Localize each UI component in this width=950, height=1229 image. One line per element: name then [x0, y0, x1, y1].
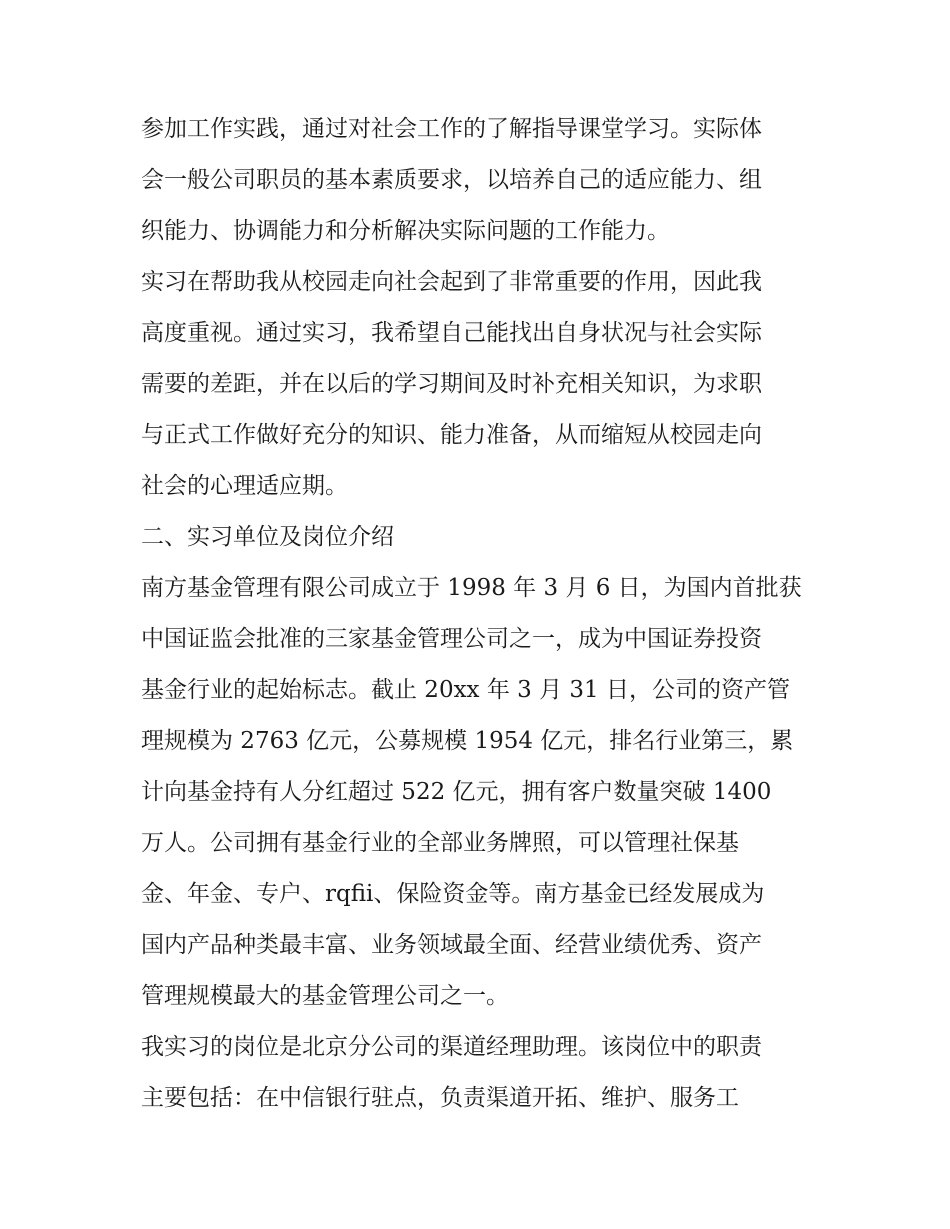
text-line: 国内产品种类最丰富、业务领域最全面、经营业绩优秀、资产: [141, 932, 762, 958]
text-line: 参加工作实践，通过对社会工作的了解指导课堂学习。实际体: [141, 116, 762, 142]
section-heading: 二、实习单位及岗位介绍: [141, 524, 394, 550]
text-line: 金、年金、专户、rqfii、保险资金等。南方基金已经发展成为: [141, 881, 765, 907]
text-line: 主要包括：在中信银行驻点，负责渠道开拓、维护、服务工: [141, 1085, 739, 1111]
text-line: 需要的差距，并在以后的学习期间及时补充相关知识，为求职: [141, 371, 762, 397]
text-line: 基金行业的起始标志。截止 20xx 年 3 月 31 日，公司的资产管: [141, 677, 790, 703]
text-line: 计向基金持有人分红超过 522 亿元，拥有客户数量突破 1400: [141, 779, 772, 805]
text-line: 会一般公司职员的基本素质要求，以培养自己的适应能力、组: [141, 167, 762, 193]
text-line: 中国证监会批准的三家基金管理公司之一，成为中国证券投资: [141, 626, 762, 652]
text-line: 实习在帮助我从校园走向社会起到了非常重要的作用，因此我: [141, 269, 762, 295]
text-line: 南方基金管理有限公司成立于 1998 年 3 月 6 日，为国内首批获: [141, 575, 802, 601]
text-line: 理规模为 2763 亿元，公募规模 1954 亿元，排名行业第三，累: [141, 728, 794, 754]
text-line: 万人。公司拥有基金行业的全部业务牌照，可以管理社保基: [141, 830, 739, 856]
text-line: 社会的心理适应期。: [141, 473, 348, 499]
text-line: 我实习的岗位是北京分公司的渠道经理助理。该岗位中的职责: [141, 1034, 762, 1060]
text-line: 织能力、协调能力和分析解决实际问题的工作能力。: [141, 218, 670, 244]
text-line: 高度重视。通过实习，我希望自己能找出自身状况与社会实际: [141, 320, 762, 346]
text-line: 管理规模最大的基金管理公司之一。: [141, 983, 509, 1009]
text-line: 与正式工作做好充分的知识、能力准备，从而缩短从校园走向: [141, 422, 762, 448]
document-body: [141, 104, 813, 1124]
